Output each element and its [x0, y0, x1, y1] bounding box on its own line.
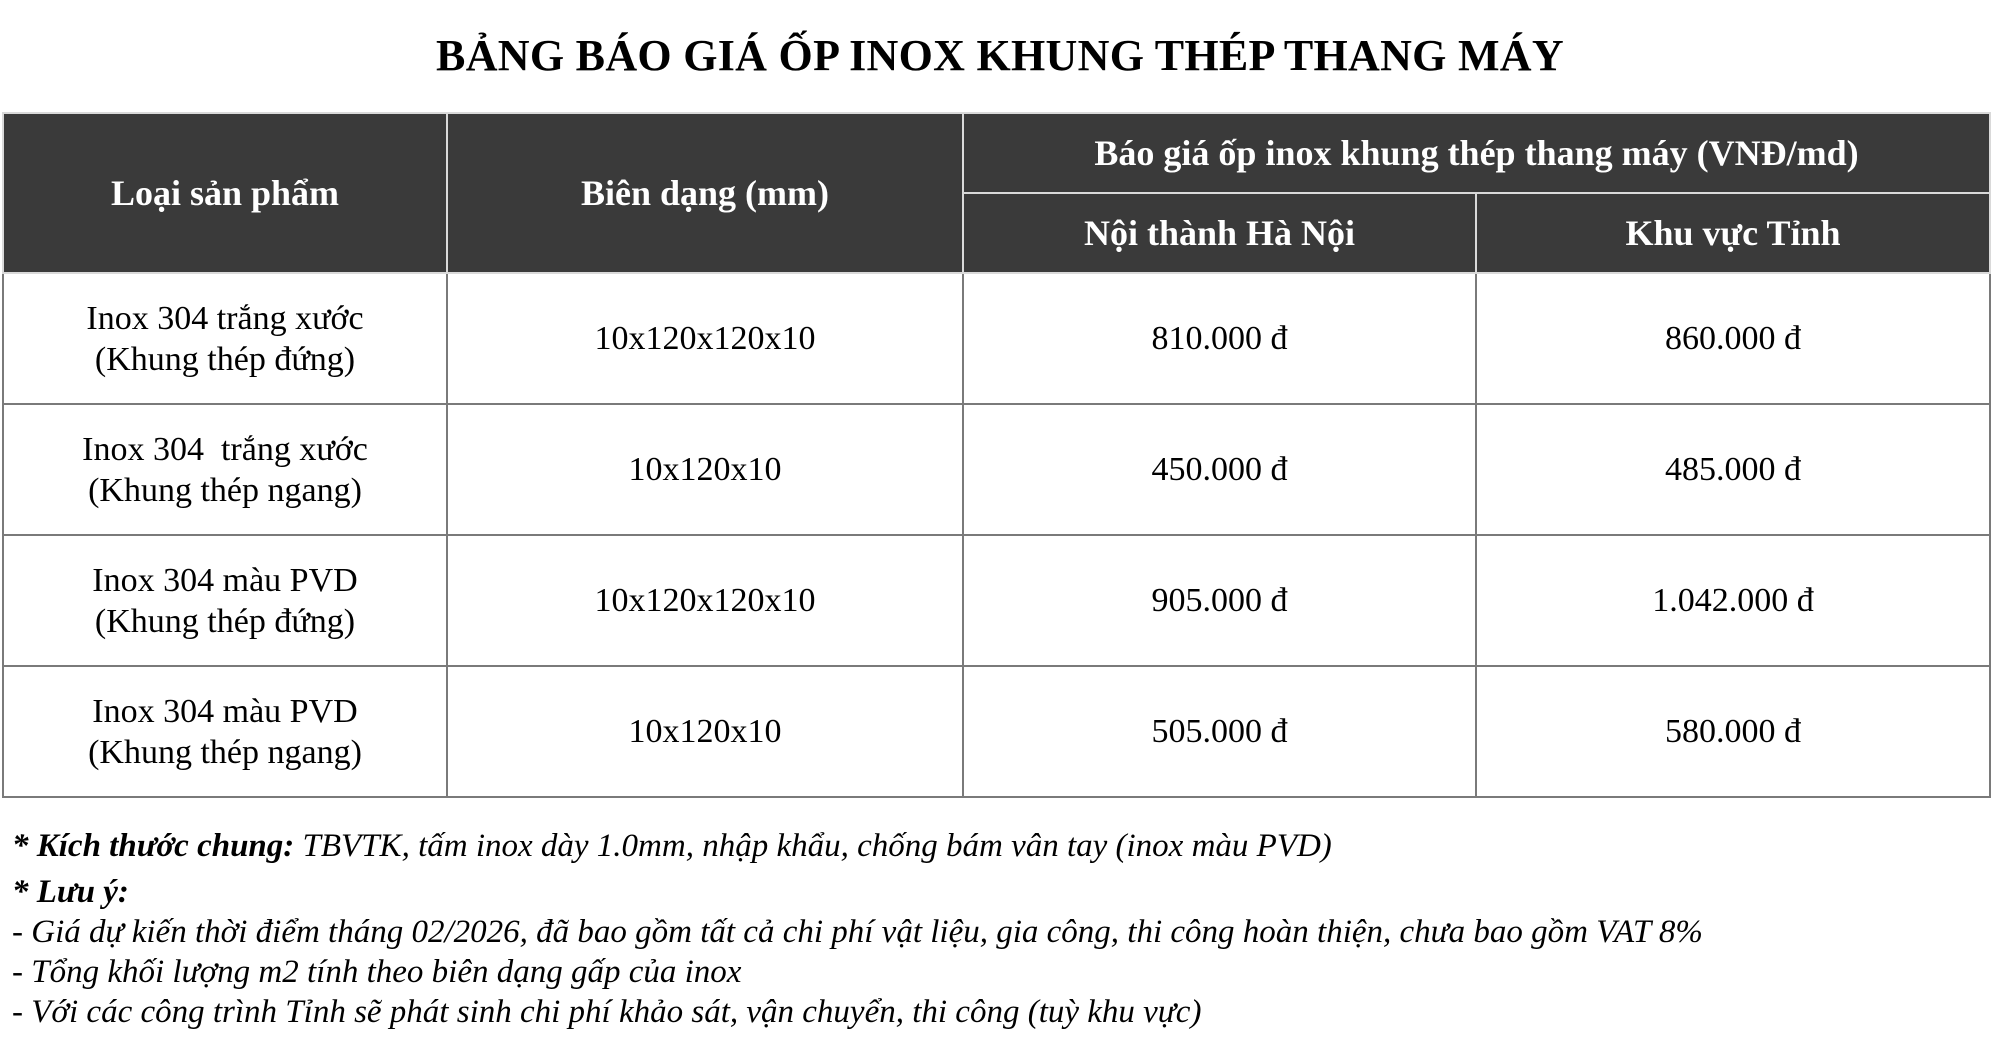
note-item: - Tổng khối lượng m2 tính theo biên dạng gấp của inox	[12, 954, 742, 990]
product-name: Inox 304 trắng xước	[82, 430, 368, 468]
hanoi-price-cell: 810.000 đ	[963, 273, 1476, 404]
note-label: * Lưu ý:	[12, 874, 129, 910]
province-price-cell: 1.042.000 đ	[1476, 535, 1990, 666]
table-row	[3, 535, 1990, 666]
general-spec-label: * Kích thước chung:	[12, 828, 295, 864]
province-price-cell: 580.000 đ	[1476, 666, 1990, 797]
product-frame: (Khung thép ngang)	[88, 733, 362, 771]
hanoi-price-cell: 905.000 đ	[963, 535, 1476, 666]
product-frame: (Khung thép đứng)	[94, 602, 356, 640]
province-price-cell: 485.000 đ	[1476, 404, 1990, 535]
product-cell	[3, 666, 447, 797]
notes-section	[12, 826, 1703, 1032]
table-row	[3, 273, 1990, 404]
header-profile: Biên dạng (mm)	[447, 113, 963, 273]
province-price-cell: 860.000 đ	[1476, 273, 1990, 404]
general-spec-note	[12, 826, 1703, 866]
profile-cell: 10x120x10	[447, 666, 963, 797]
product-frame: (Khung thép ngang)	[88, 471, 362, 509]
page-title: BẢNG BÁO GIÁ ỐP INOX KHUNG THÉP THANG MÁY	[436, 31, 1564, 80]
header-product: Loại sản phẩm	[3, 113, 447, 273]
profile-cell: 10x120x120x10	[447, 273, 963, 404]
profile-cell: 10x120x10	[447, 404, 963, 535]
table-row	[3, 404, 1990, 535]
product-name: Inox 304 trắng xước	[86, 299, 364, 337]
product-name: Inox 304 màu PVD	[92, 692, 358, 730]
product-cell	[3, 535, 447, 666]
product-frame: (Khung thép đứng)	[94, 340, 356, 378]
profile-cell: 10x120x120x10	[447, 535, 963, 666]
header-price-group: Báo giá ốp inox khung thép thang máy (VNĐ/md)	[963, 113, 1990, 193]
note-item: - Giá dự kiến thời điểm tháng 02/2026, đã bao gồm tất cả chi phí vật liệu, gia công, thi công hoàn thiện, chưa bao gồm VAT 8%	[12, 914, 1703, 950]
table-row	[3, 666, 1990, 797]
product-cell	[3, 273, 447, 404]
product-name: Inox 304 màu PVD	[92, 561, 358, 599]
header-hanoi: Nội thành Hà Nội	[963, 193, 1476, 273]
general-spec-text: TBVTK, tấm inox dày 1.0mm, nhập khẩu, chống bám vân tay (inox màu PVD)	[294, 828, 1332, 864]
hanoi-price-cell: 505.000 đ	[963, 666, 1476, 797]
note-item: - Với các công trình Tỉnh sẽ phát sinh chi phí khảo sát, vận chuyển, thi công (tuỳ khu vực)	[12, 994, 1202, 1030]
price-table	[2, 112, 1991, 798]
header-province: Khu vực Tỉnh	[1476, 193, 1990, 273]
hanoi-price-cell: 450.000 đ	[963, 404, 1476, 535]
product-cell	[3, 404, 447, 535]
